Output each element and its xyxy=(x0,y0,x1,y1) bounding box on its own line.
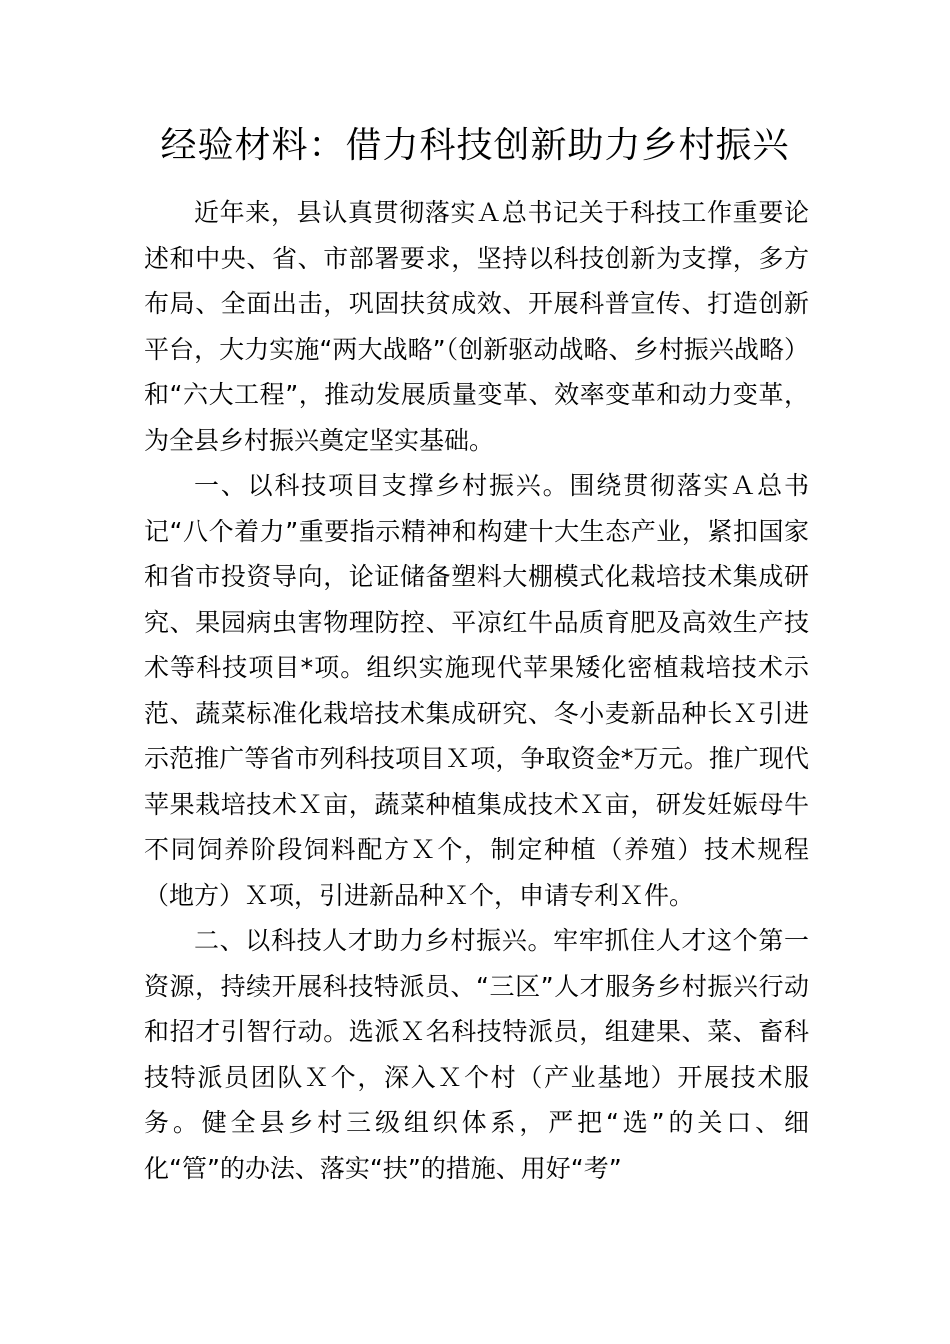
document-body xyxy=(144,190,809,1191)
paragraph-intro: 近年来，县认真贯彻落实Ａ总书记关于科技工作重要论述和中央、省、市部署要求，坚持以科技创新为支撑，多方布局、全面出击，巩固扶贫成效、开展科普宣传、打造创新平台，大力实施“两大战略”（创新驱动战略、乡村振兴战略）和“六大工程”，推动发展质量变革、效率变革和动力变革，为全县乡村振兴奠定坚实基础。 xyxy=(144,198,809,455)
paragraph-section-1: 一、以科技项目支撑乡村振兴。围绕贯彻落实Ａ总书记“八个着力”重要指示精神和构建十大生态产业，紧扣国家和省市投资导向，论证储备塑料大棚模式化栽培技术集成研究、果园病虫害物理防控、平凉红牛品质育肥及高效生产技术等科技项目*项。组织实施现代苹果矮化密植栽培技术示范、蔬菜标准化栽培技术集成研究、冬小麦新品种长Ｘ引进示范推广等省市列科技项目Ｘ项，争取资金*万元。推广现代苹果栽培技术Ｘ亩，蔬菜种植集成技术Ｘ亩，研发妊娠母牛不同饲养阶段饲料配方Ｘ个，制定种植（养殖）技术规程（地方）Ｘ项，引进新品种Ｘ个，申请专利Ｘ件。 xyxy=(144,471,809,910)
document-title: 经验材料：借力科技创新助力乡村振兴 xyxy=(160,125,790,166)
paragraph-section-2: 二、以科技人才助力乡村振兴。牢牢抓住人才这个第一资源，持续开展科技特派员、“三区”人才服务乡村振兴行动和招才引智行动。选派Ｘ名科技特派员，组建果、菜、畜科技特派员团队Ｘ个，深入Ｘ个村（产业基地）开展技术服务。健全县乡村三级组织体系，严把“选”的关口、细化“管”的办法、落实“扶”的措施、用好“考” xyxy=(144,926,809,1183)
